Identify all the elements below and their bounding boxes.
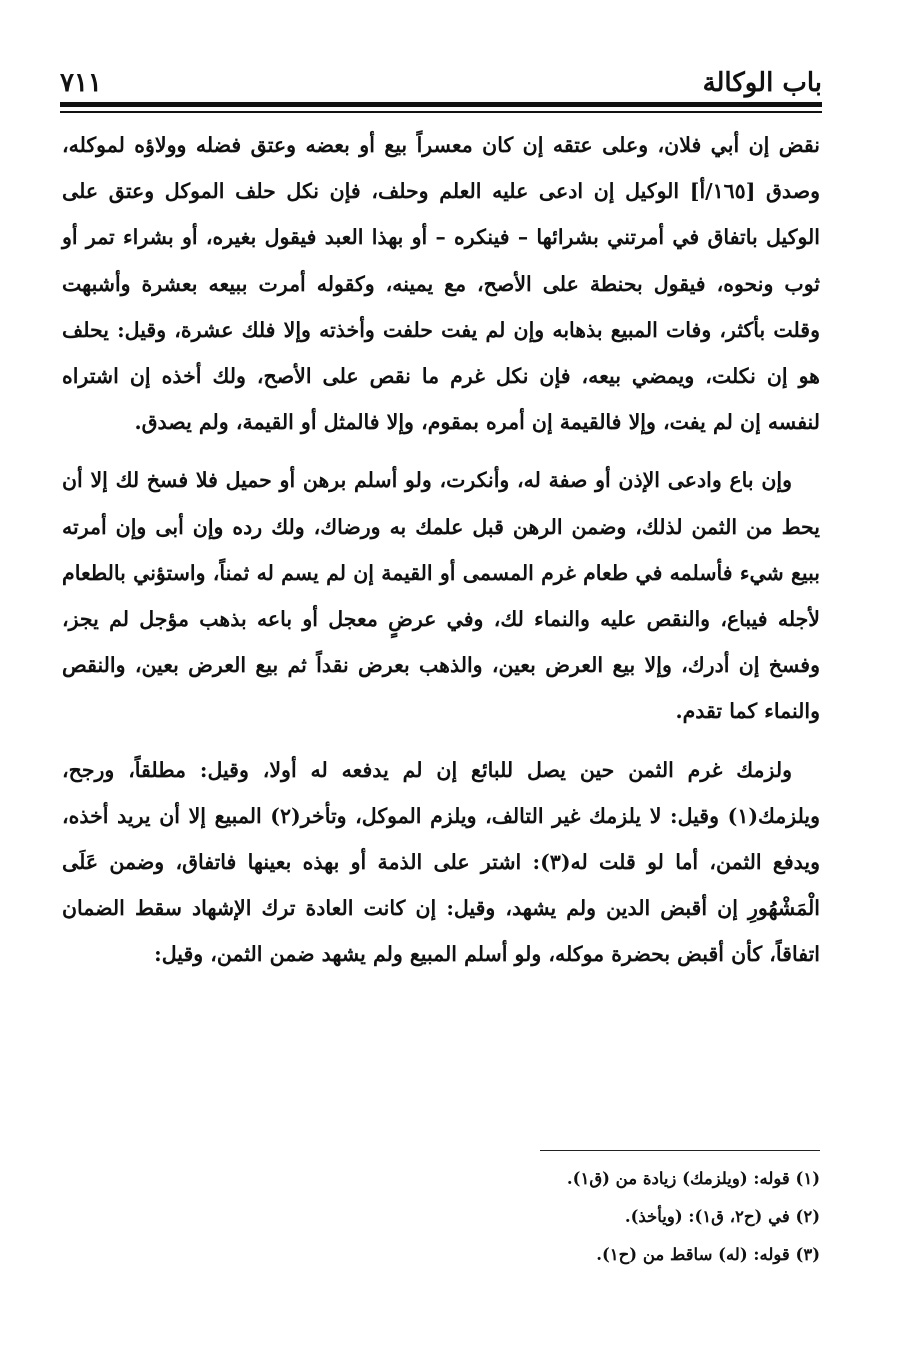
- main-text: [62, 122, 820, 990]
- page-header: [60, 52, 822, 98]
- page-number: ٧١١: [60, 68, 102, 98]
- footnote: (٣) قوله: (له) ساقط من (ح١).: [596, 1245, 820, 1264]
- header-rule-thin: [60, 111, 822, 113]
- footnote-divider: [540, 1150, 820, 1151]
- header-rule-thick: [60, 102, 822, 107]
- paragraph: وإن باع وادعى الإذن أو صفة له، وأنكرت، ولو أسلم برهن أو حميل فلا فسخ لك إلا أن يحط من الثمن لذلك، وضمن الرهن قبل علمك به ورضاك، ولك رده وإن أبى وإن أمرته ببيع شيء فأسلمه في طعام غرم المسمى أو القيمة إن لم يسم له ثمناً، واستؤني بالطعام لأجله فيباع، والنقص عليه والنماء لك، وفي عرضٍ معجل أو باعه بذهب مؤجل لم يجز، وفسخ إن أدرك، وإلا بيع العرض بعين، والذهب بعرض نقداً ثم بيع العرض بعين، والنقص والنماء كما تقدم.: [62, 468, 820, 724]
- chapter-title: باب الوكالة: [702, 68, 822, 98]
- paragraph: ولزمك غرم الثمن حين يصل للبائع إن لم يدفعه له أولا، وقيل: مطلقاً، ورجح، ويلزمك(١) وقيل: لا يلزمك غير التالف، ويلزم الموكل، وتأخر(٢) المبيع إلا أن يريد أخذه، ويدفع الثمن، أما لو قلت له(٣): اشتر على الذمة أو بهذه بعينها فاتفاق، وضمن عَلَى الْمَشْهُورِ إن أقبض الدين ولم يشهد، وقيل: إن كانت العادة ترك الإشهاد سقط الضمان اتفاقاً، كأن أقبض بحضرة موكله، ولو أسلم المبيع ولم يشهد ضمن الثمن، وقيل:: [62, 757, 820, 967]
- footnote: (١) قوله: (ويلزمك) زيادة من (ق١).: [566, 1169, 820, 1188]
- paragraph: نقض إن أبي فلان، وعلى عتقه إن كان معسراً بيع أو بعضه وعتق فضله وولاؤه لموكله، وصدق [١٦٥/أ] الوكيل إن ادعى عليه العلم وحلف، فإن نكل حلف الموكل وعتق على الوكيل باتفاق في أمرتني بشرائها – فينكره – أو بهذا العبد فيقول بغيره، أو بشراء تمر أو ثوب ونحوه، فيقول بحنطة على الأصح، مع يمينه، وكقوله أمرت ببيعه بعشرة وأشبهت وقلت بأكثر، وفات المبيع بذهابه وإن لم يفت حلفت وأخذته وإلا فلك عشرة، وقيل: يحلف هو إن نكلت، ويمضي بيعه، فإن نكل غرم ما نقص على الأصح، ولك أخذه إن اشتراه لنفسه إن لم يفت، وإلا فالقيمة إن أمره بمقوم، وإلا فالمثل أو القيمة، ولم يصدق.: [62, 133, 821, 435]
- footnote: (٢) في (ح٢، ق١): (ويأخذ).: [624, 1207, 820, 1226]
- footnotes: [300, 1160, 820, 1274]
